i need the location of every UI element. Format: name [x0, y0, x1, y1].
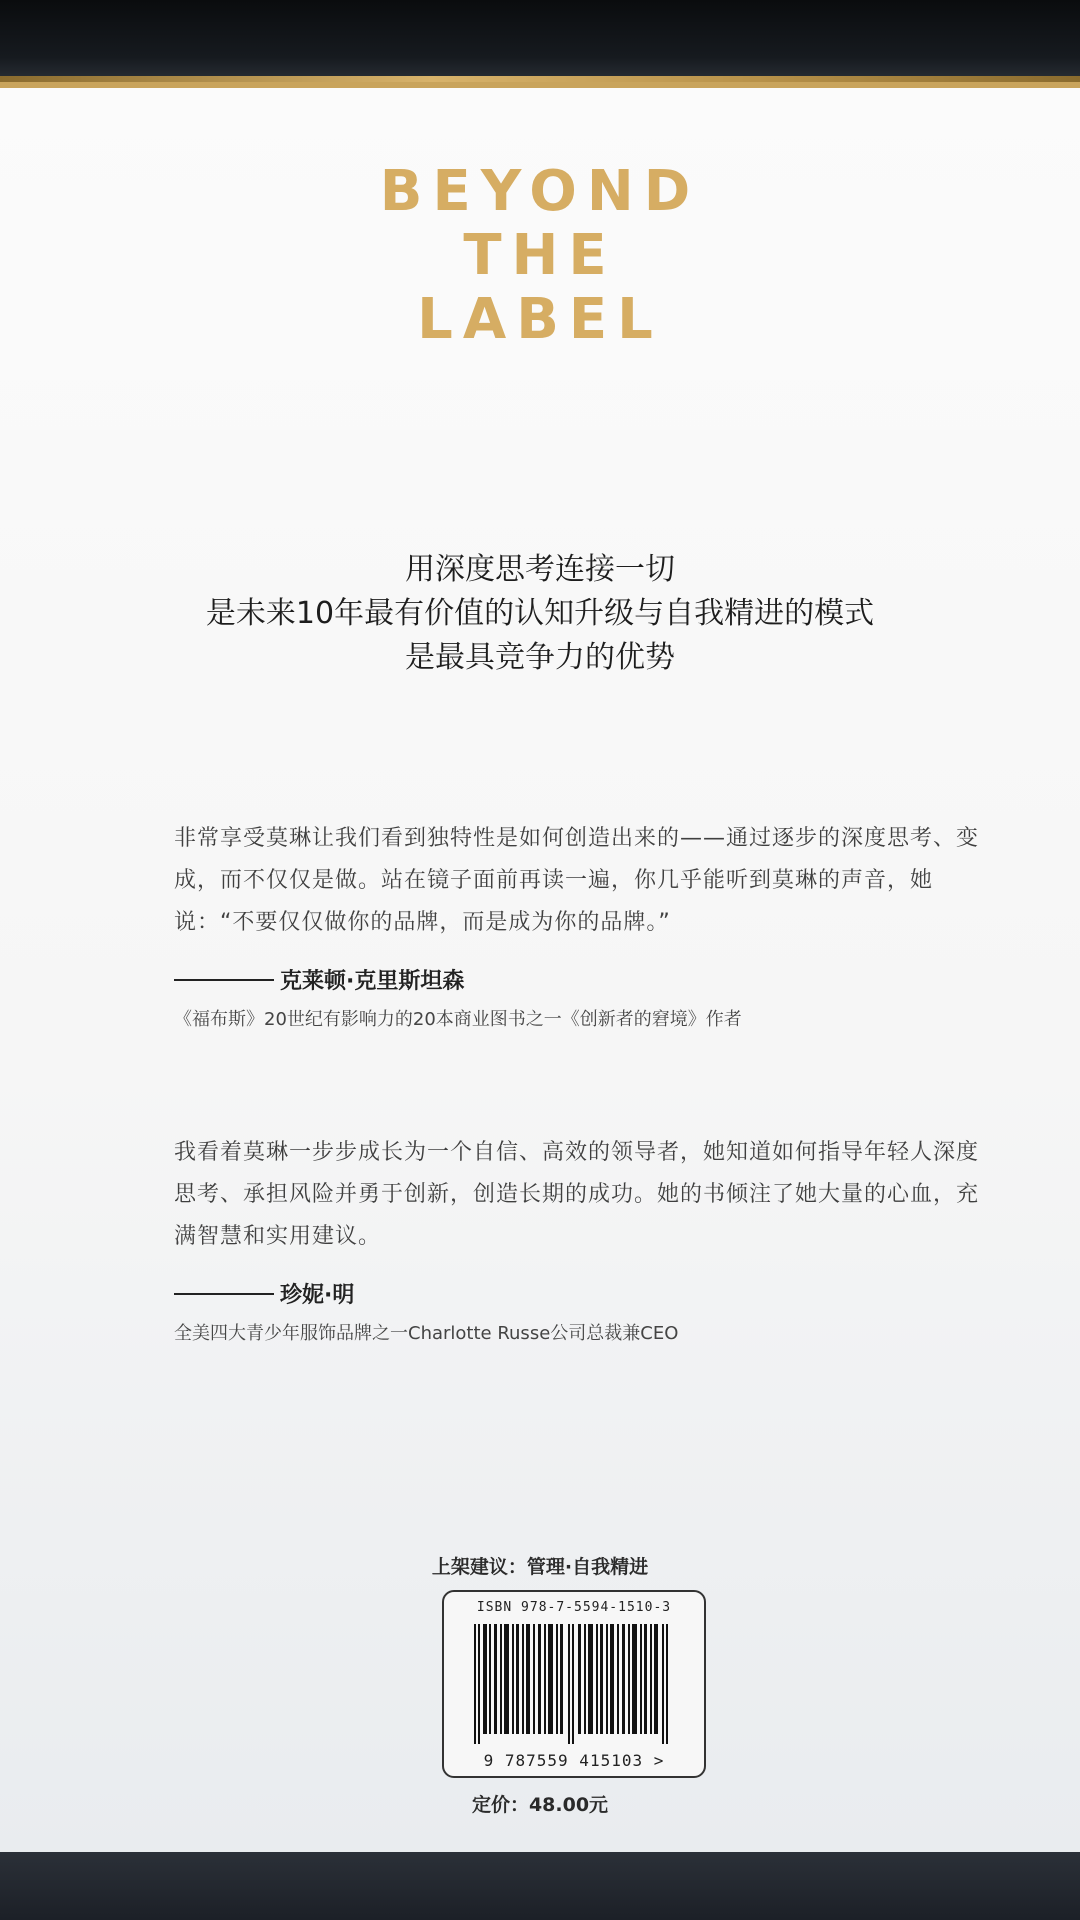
endorsement-1-role: 《福布斯》20世纪有影响力的20本商业图书之一《创新者的窘境》作者: [174, 1009, 742, 1030]
tagline-line-1: 用深度思考连接一切: [405, 552, 675, 587]
tagline-line-3: 是最具竞争力的优势: [405, 640, 675, 675]
barcode-bars: [474, 1624, 674, 1744]
isbn-barcode: [442, 1590, 706, 1778]
dash-line: [174, 1293, 274, 1295]
isbn-number: ISBN 978-7-5594-1510-3: [476, 1600, 672, 1615]
endorsement-1: [174, 818, 994, 1031]
endorsement-2-author: [174, 1278, 994, 1309]
title-line-3: LABEL: [417, 287, 663, 352]
endorsement-2: [174, 1132, 994, 1345]
tagline-line-2: 是未来10年最有价值的认知升级与自我精进的模式: [205, 596, 875, 631]
endorsement-1-author-name: 克莱顿·克里斯坦森: [280, 969, 465, 994]
endorsement-2-role: 全美四大青少年服饰品牌之一Charlotte Russe公司总裁兼CEO: [174, 1323, 679, 1344]
price-label: 定价：48.00元: [471, 1794, 609, 1816]
title-line-2: THE: [463, 223, 617, 288]
title-line-1: BEYOND: [379, 159, 701, 224]
book-title: [0, 160, 1080, 352]
endorsement-1-body: 非常享受莫琳让我们看到独特性是如何创造出来的——通过逐步的深度思考、变成，而不仅仅是做。站在镜子面前再读一遍，你几乎能听到莫琳的声音，她说：“不要仅仅做你的品牌，而是成为你的品牌。”: [174, 826, 980, 935]
endorsement-2-author-name: 珍妮·明: [280, 1283, 355, 1308]
dash-line: [174, 979, 274, 981]
bottom-shadow: [0, 1852, 1080, 1920]
endorsement-1-author: [174, 964, 994, 995]
tagline: [0, 548, 1080, 680]
top-shadow: [0, 0, 1080, 82]
barcode-digits: 9 787559 415103 >: [483, 1751, 665, 1770]
shelf-suggestion: 上架建议：管理·自我精进: [431, 1556, 649, 1578]
endorsement-2-body: 我看着莫琳一步步成长为一个自信、高效的领导者，她知道如何指导年轻人深度思考、承担风险并勇于创新，创造长期的成功。她的书倾注了她大量的心血，充满智慧和实用建议。: [174, 1140, 980, 1249]
